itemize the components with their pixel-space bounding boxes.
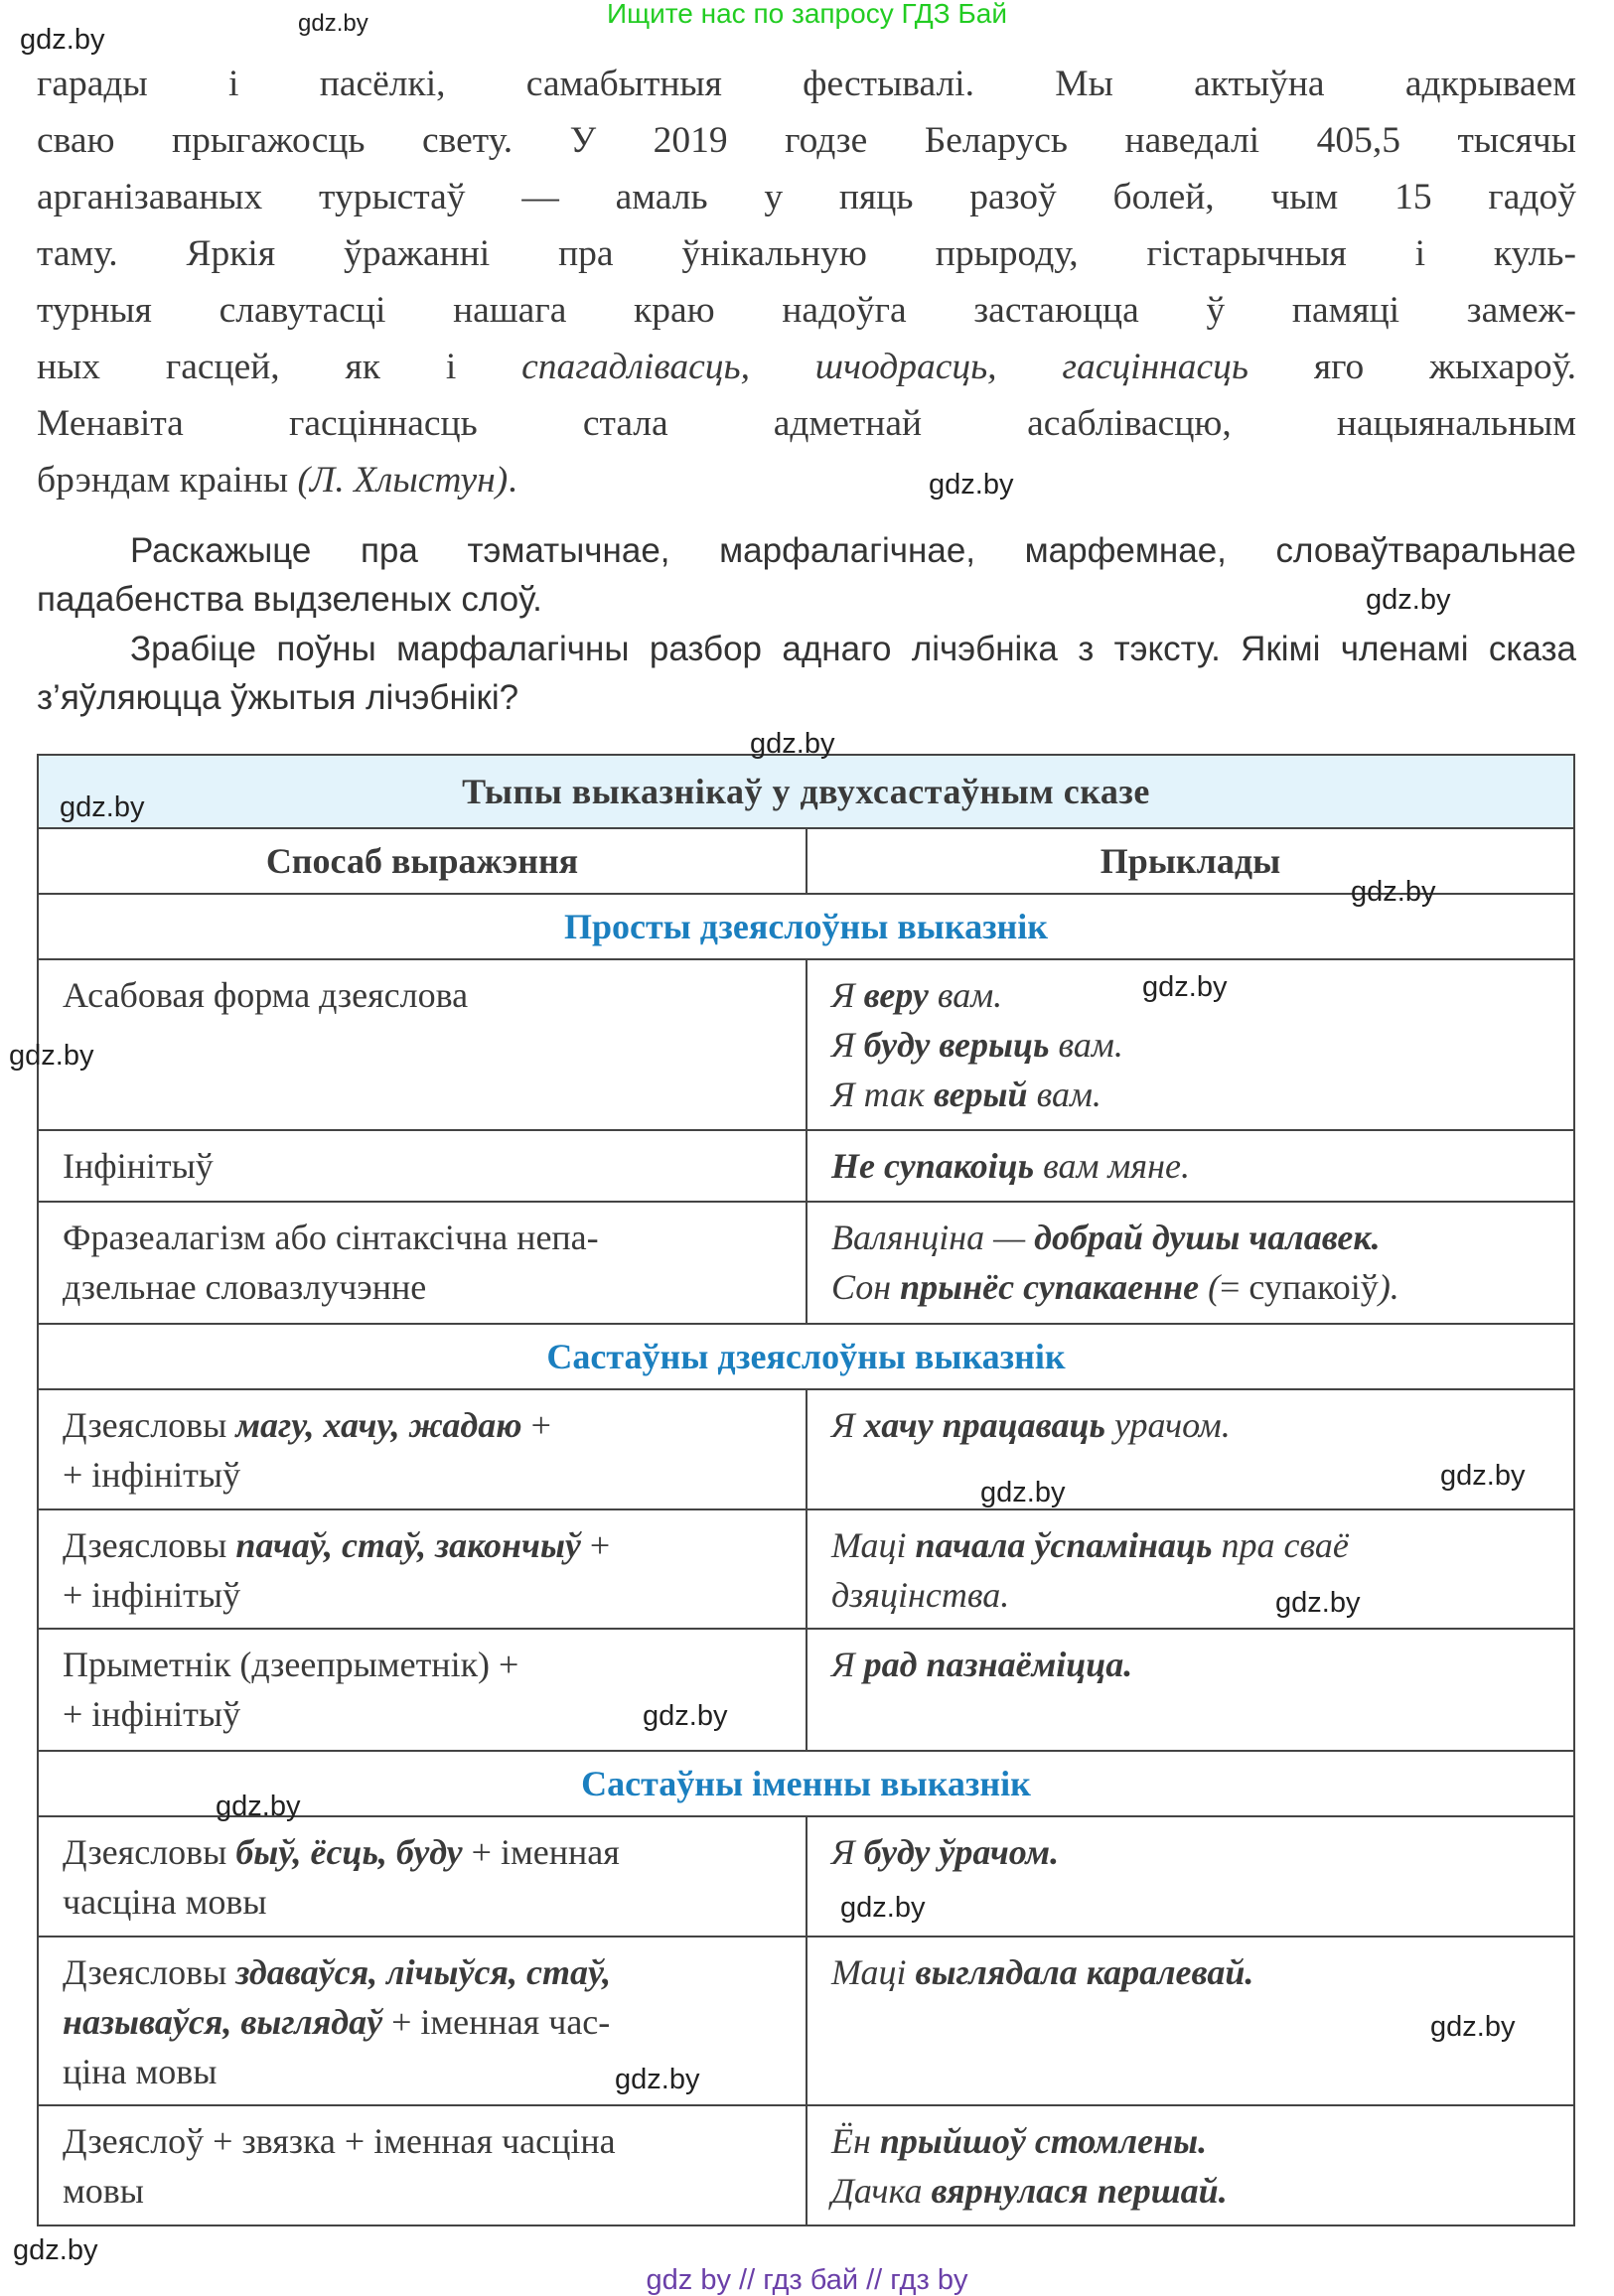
table-row <box>38 1202 1574 1324</box>
highlighted-text: быў, ёсць, буду <box>235 1832 463 1872</box>
text-line <box>63 1640 782 1689</box>
text-segment: Дзеясловы <box>63 1405 236 1445</box>
text-segment: + іменная час- <box>382 2002 611 2042</box>
text-segment: + інфінітыў <box>63 1575 241 1615</box>
text-segment: + інфінітыў <box>63 1694 241 1734</box>
text-segment: яго жыхароў. <box>1248 347 1576 387</box>
text-line <box>37 112 1576 169</box>
text-line <box>831 1570 1549 1620</box>
top-search-note: Ищите нас по запросу ГДЗ Бай <box>606 0 1008 29</box>
watermark: gdz.by <box>1440 1460 1526 1492</box>
text-segment: Маці <box>831 1952 916 1992</box>
section-heading-row <box>38 1324 1574 1389</box>
text-passage <box>37 56 1576 508</box>
text-line <box>63 1947 782 1997</box>
text-segment: турныя славутасці нашага краю надоўга застаюцца ў памяці замеж- <box>37 290 1576 331</box>
watermark: gdz.by <box>980 1477 1066 1508</box>
highlighted-text: здаваўся, лічыўся, стаў, <box>235 1952 612 1992</box>
text-segment: Фразеалагізм або сінтаксічна непа- <box>63 1218 599 1257</box>
text-segment: Я <box>831 1832 864 1872</box>
highlighted-text: Не супакоіць <box>831 1146 1035 1186</box>
question-text: Зрабіце поўны марфалагічны разбор аднаго лічэбніка з тэксту. Якімі членамі сказа з’яўляюцца ўжытыя лічэбнікі? <box>37 630 1576 717</box>
watermark: gdz.by <box>615 2064 700 2095</box>
text-line <box>63 1997 782 2047</box>
examples-cell <box>807 1130 1574 1202</box>
highlighted-text: магу, хачу, жадаю <box>235 1405 522 1445</box>
text-line <box>37 225 1576 282</box>
text-segment: = супакоіў <box>1220 1267 1379 1307</box>
text-segment: Дзеясловы <box>63 1952 236 1992</box>
highlighted-text: пачала ўспамінаць <box>915 1525 1213 1565</box>
text-segment: + інфінітыў <box>63 1455 241 1495</box>
section-heading-row <box>38 894 1574 959</box>
text-segment: пра сваё <box>1212 1525 1349 1565</box>
text-line <box>63 1262 782 1312</box>
text-line <box>831 1827 1549 1877</box>
text-line <box>63 2166 782 2216</box>
text-line <box>831 1400 1549 1450</box>
text-segment: ). <box>1378 1267 1399 1307</box>
text-segment: Я <box>831 1405 864 1445</box>
text-segment: вам. <box>928 975 1003 1015</box>
table-row <box>38 1816 1574 1937</box>
watermark: gdz.by <box>1142 971 1228 1003</box>
watermark: gdz.by <box>60 791 145 823</box>
text-segment: Я <box>831 1645 864 1684</box>
section-heading: Састаўны дзеяслоўны выказнік <box>38 1324 1574 1389</box>
column-header-examples: Прыклады <box>807 828 1574 894</box>
text-segment: Я <box>831 1025 864 1065</box>
highlighted-text: добрай душы чалавек. <box>1034 1218 1381 1257</box>
text-segment: брэндам краіны <box>37 460 298 501</box>
examples-cell <box>807 2105 1574 2225</box>
text-line <box>63 2116 782 2166</box>
highlighted-text: прынёс супакаенне <box>900 1267 1200 1307</box>
watermark: gdz.by <box>929 469 1014 501</box>
text-line <box>63 1213 782 1262</box>
text-segment: вам мяне. <box>1034 1146 1190 1186</box>
text-segment: Прыметнік (дзеепрыметнік) + <box>63 1645 519 1684</box>
text-segment: . <box>508 460 517 501</box>
text-segment: ( <box>1199 1267 1221 1307</box>
highlighted-text: рад пазнаёміцца. <box>863 1645 1133 1684</box>
table-title: Тыпы выказнікаў у двухсастаўным сказе <box>38 755 1574 828</box>
text-segment: часціна мовы <box>63 1882 267 1922</box>
text-segment: (Л. Хлыстун) <box>297 460 509 501</box>
question-text: Раскажыце пра тэматычнае, марфалагічнае, марфемнае, словаўтваральнае падабенства выдзеленых слоў. <box>37 531 1576 619</box>
watermark: gdz.by <box>840 1892 926 1924</box>
watermark: gdz.by <box>20 24 105 56</box>
table-row <box>38 959 1574 1130</box>
text-segment: дзельнае словазлучэнне <box>63 1267 427 1307</box>
method-cell <box>38 1629 807 1751</box>
highlighted-text: называўся, выглядаў <box>63 2002 383 2042</box>
text-line <box>63 1400 782 1450</box>
watermark: gdz.by <box>13 2234 98 2266</box>
text-segment: Сон <box>831 1267 901 1307</box>
footer-watermark: gdz by // гдз бай // гдз by <box>646 2264 968 2296</box>
text-line <box>831 1262 1549 1312</box>
text-segment: дзяцінства. <box>831 1575 1010 1615</box>
text-segment: арганізаваных турыстаў — амаль у пяць разоў болей, чым 15 гадоў <box>37 177 1576 217</box>
text-line <box>63 1141 782 1191</box>
text-line <box>63 1827 782 1877</box>
text-segment: Дзеясловы <box>63 1832 236 1872</box>
text-line <box>63 1877 782 1927</box>
text-segment: Ён <box>831 2121 880 2161</box>
table-title-row <box>38 755 1574 828</box>
text-segment: Маці <box>831 1525 916 1565</box>
section-heading: Састаўны іменны выказнік <box>38 1751 1574 1816</box>
text-segment: вам. <box>1049 1025 1123 1065</box>
method-cell <box>38 2105 807 2225</box>
text-segment: спагадлівасць, шчодрасць, гасціннасць <box>521 347 1248 387</box>
text-line <box>63 1520 782 1570</box>
text-segment: Валянціна — <box>831 1218 1035 1257</box>
text-segment: Менавіта гасціннасць стала адметнай асаблівасцю, нацыянальным <box>37 403 1576 444</box>
table-row <box>38 1130 1574 1202</box>
text-segment: Інфінітыў <box>63 1146 214 1186</box>
highlighted-text: хачу працаваць <box>863 1405 1105 1445</box>
text-segment: Дзеяслоў + звязка + іменная часціна <box>63 2121 616 2161</box>
text-line <box>37 339 1576 395</box>
text-segment: ных гасцей, як і <box>37 347 522 387</box>
text-segment: таму. Яркія ўражанні пра ўнікальную прыроду, гістарычныя і куль- <box>37 233 1576 274</box>
watermark: gdz.by <box>1366 584 1451 616</box>
highlighted-text: выглядала каралевай. <box>915 1952 1254 1992</box>
text-segment: сваю прыгажосць свету. У 2019 годзе Беларусь наведалі 405,5 тысячы <box>37 120 1576 161</box>
text-line <box>831 1070 1549 1119</box>
watermark: gdz.by <box>216 1791 301 1822</box>
text-line <box>831 2116 1549 2166</box>
highlighted-text: вярнулася першай. <box>931 2171 1228 2211</box>
text-line <box>831 1213 1549 1262</box>
highlighted-text: веру <box>863 975 929 1015</box>
text-line <box>37 56 1576 112</box>
watermark: gdz.by <box>643 1700 728 1732</box>
text-line <box>37 452 1576 508</box>
text-segment: урачом. <box>1104 1405 1231 1445</box>
text-segment: Асабовая форма дзеяслова <box>63 975 469 1015</box>
text-segment: + іменная <box>462 1832 620 1872</box>
watermark: gdz.by <box>9 1040 94 1072</box>
question-2 <box>37 625 1576 722</box>
watermark: gdz.by <box>1275 1587 1361 1619</box>
text-line <box>831 1520 1549 1570</box>
question-1 <box>37 526 1576 624</box>
watermark: gdz.by <box>1430 2011 1516 2043</box>
text-segment: + <box>580 1525 611 1565</box>
text-line <box>831 2166 1549 2216</box>
highlighted-text: буду ўрачом. <box>863 1832 1060 1872</box>
examples-cell <box>807 1629 1574 1751</box>
predicate-types-table <box>37 754 1575 2226</box>
text-segment: Дачка <box>831 2171 932 2211</box>
text-line <box>63 970 782 1020</box>
text-segment: гарады і пасёлкі, самабытныя фестывалі. Мы актыўна адкрываем <box>37 64 1576 104</box>
table-row <box>38 1629 1574 1751</box>
text-line <box>37 282 1576 339</box>
text-line <box>63 1450 782 1500</box>
watermark: gdz.by <box>298 10 368 37</box>
method-cell <box>38 1130 807 1202</box>
text-line <box>37 169 1576 225</box>
text-segment: мовы <box>63 2171 144 2211</box>
highlighted-text: прыйшоў стомлены. <box>879 2121 1208 2161</box>
highlighted-text: буду верыць <box>863 1025 1050 1065</box>
table-header-row <box>38 828 1574 894</box>
section-heading: Просты дзеяслоўны выказнік <box>38 894 1574 959</box>
text-line <box>831 1947 1549 1997</box>
table-row <box>38 2105 1574 2225</box>
text-segment: Дзеясловы <box>63 1525 236 1565</box>
text-line <box>831 1141 1549 1191</box>
text-segment: + <box>521 1405 551 1445</box>
highlighted-text: пачаў, стаў, закончыў <box>235 1525 581 1565</box>
method-cell <box>38 959 807 1130</box>
text-segment: вам. <box>1027 1075 1101 1114</box>
table-row <box>38 1937 1574 2105</box>
text-line <box>831 1020 1549 1070</box>
watermark: gdz.by <box>1351 876 1436 908</box>
method-cell <box>38 1389 807 1509</box>
text-segment: Я <box>831 975 864 1015</box>
text-line <box>37 395 1576 452</box>
examples-cell <box>807 1202 1574 1324</box>
examples-cell <box>807 1509 1574 1629</box>
highlighted-text: верый <box>933 1075 1028 1114</box>
text-line <box>831 1640 1549 1689</box>
text-segment: Я так <box>831 1075 934 1114</box>
method-cell <box>38 1202 807 1324</box>
text-line <box>63 1570 782 1620</box>
method-cell <box>38 1816 807 1937</box>
text-segment: ціна мовы <box>63 2052 218 2091</box>
method-cell <box>38 1509 807 1629</box>
column-header-method: Спосаб выражэння <box>38 828 807 894</box>
watermark: gdz.by <box>750 728 835 760</box>
table-row <box>38 1389 1574 1509</box>
